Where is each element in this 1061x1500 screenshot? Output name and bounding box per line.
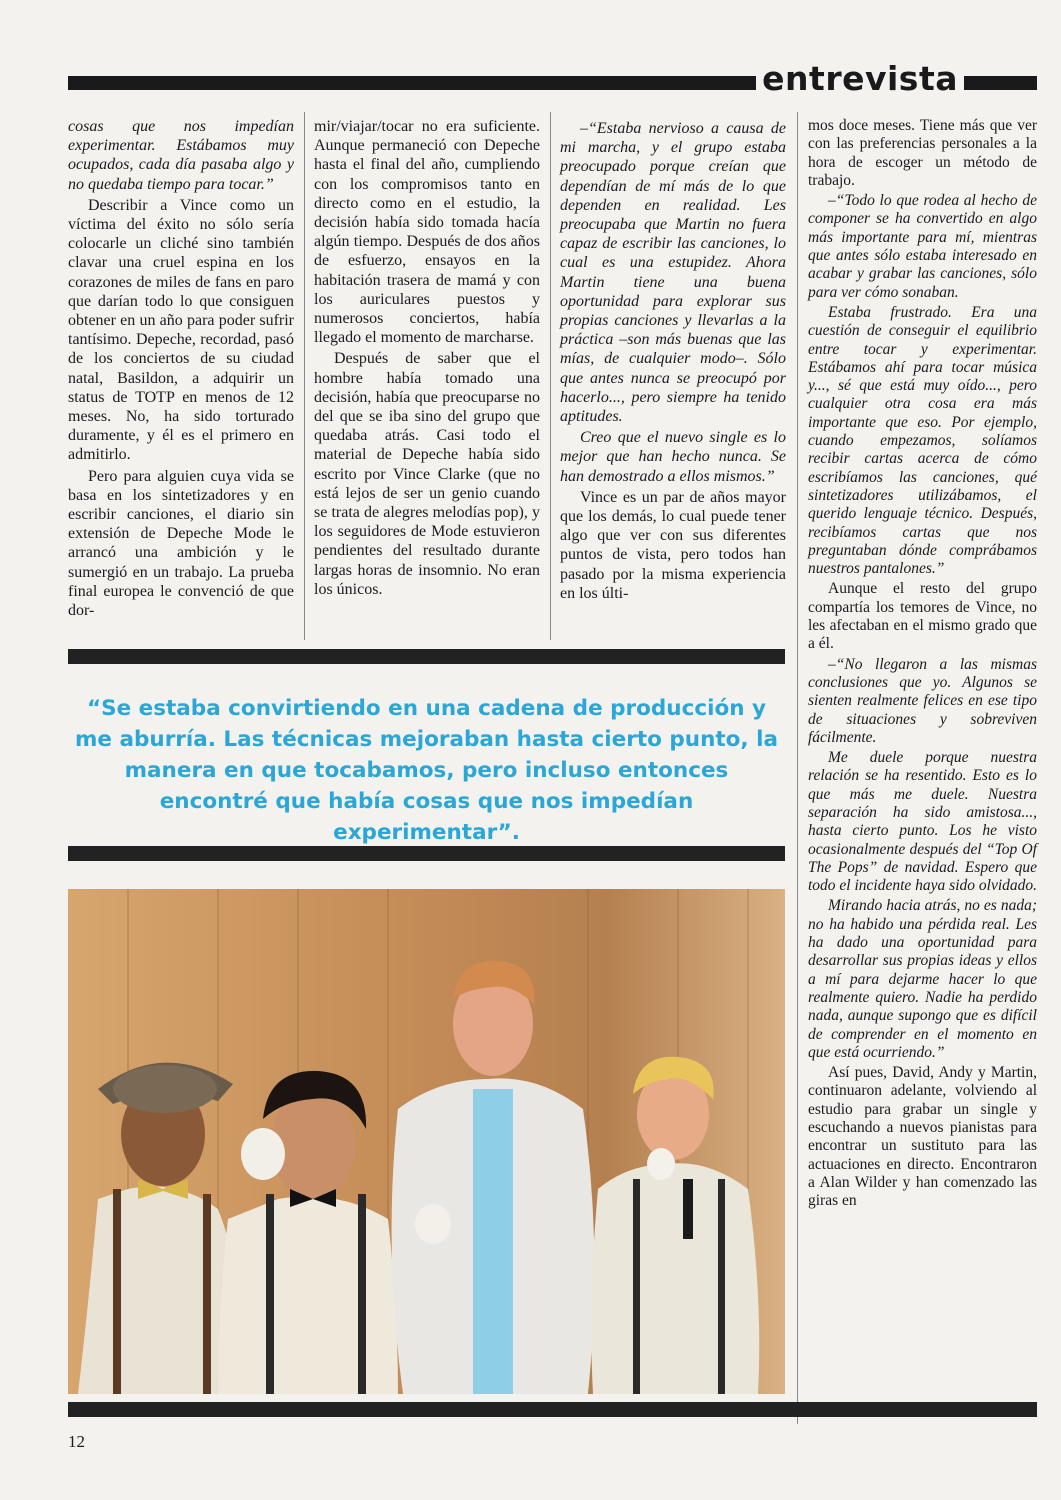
band-photo-illustration (68, 889, 785, 1394)
page-number: 12 (68, 1432, 85, 1451)
paragraph: Aunque el resto del grupo compartía los temores de Vince, no les afectaban en el mismo grado que a él. (808, 580, 1037, 653)
divider-band (68, 649, 785, 664)
paragraph: –“Todo lo que rodea al hecho de componer se ha convertido en algo más importante para mí, mientras que antes sólo estaba interesado en acabar y grabar las canciones, sólo para ver cómo sonaban. (808, 192, 1037, 301)
paragraph: Así pues, David, Andy y Martin, continuaron adelante, volviendo al estudio para grabar un single y escuchando a nuevos pianistas para encontrar un sustituto para las actuaciones en directo. Encontraron a Alan Wilder y han comenzado las giras en (808, 1064, 1037, 1210)
paragraph: –“No llegaron a las mismas conclusiones que yo. Algunos se sienten realmente felices en ese tipo de situaciones y sobreviven fácilmente. (808, 655, 1037, 746)
paragraph: Creo que el nuevo single es lo mejor que han hecho nunca. Se han demostrado a ellos mismos.” (560, 429, 786, 485)
section-label: entrevista (762, 59, 958, 98)
paragraph: mir/viajar/tocar no era suficiente. Aunque permaneció con Depeche hasta el final del año, cumpliendo con los compromisos tanto en directo como en el estudio, la decisión había sido tomada hacía algún tiempo. Después de dos años de esfuerzo, ensayos en la habitación trasera de mamá y con los auriculares puestos y numerosos conciertos, había llegado el momento de marcharse. (314, 118, 540, 347)
header-rule-right (964, 76, 1037, 90)
column-divider (797, 112, 798, 1424)
paragraph: mos doce meses. Tiene más que ver con las preferencias personales a la hora de escoger un método de trabajo. (808, 117, 1037, 189)
pull-quote: “Se estaba convirtiendo en una cadena de producción y me aburría. Las técnicas mejoraban hasta cierto punto, la manera en que tocabamos, pero incluso entonces encontré que había cosas que nos impedían experimentar”. (75, 696, 778, 845)
header-rule-left (68, 76, 756, 90)
column-divider (304, 112, 305, 640)
column-divider (550, 112, 551, 640)
band-photo (68, 889, 785, 1394)
paragraph: cosas que nos impedían experimentar. Estábamos muy ocupados, cada día pasaba algo y no quedaba tiempo para tocar.” (68, 118, 294, 193)
paragraph: Describir a Vince como un víctima del éxito no sólo sería colocarle un cliché sino también clavar una cruel espina en los corazones de miles de fans en paro que darían todo lo que consiguen obtener en un año para poder sufrir tantísimo. Depeche, recordad, pasó de los conciertos de su ciudad natal, Basildon, a adquirir un status de TOTP en menos de 12 meses. No, ha sido torturado duramente, y él es el primero en admitirlo. (68, 196, 294, 464)
divider-band (68, 846, 785, 861)
footer-band (68, 1402, 1037, 1417)
column-4 (808, 117, 1037, 1211)
section-header (68, 59, 1037, 98)
column-1 (68, 117, 294, 620)
column-3 (560, 117, 786, 603)
paragraph: Estaba frustrado. Era una cuestión de conseguir el equilibrio entre tocar y experimentar. Estábamos ahí para tocar música y..., sé que está muy oído..., pero cualquier otra cosa era más importante que eso. Por ejemplo, cuando empezamos, solíamos recibir cartas acerca de cómo escribíamos las canciones, qué sintetizadores utilizábamos, el querido lenguaje técnico. Después, recibíamos cartas que nos preguntaban dónde comprábamos nuestros pantalones.” (808, 303, 1037, 578)
paragraph: Pero para alguien cuya vida se basa en los sintetizadores y en escribir canciones, el diario sin extensión de Depeche Mode le arrancó una ambición y le sumergió en un trabajo. La prueba final europea le convenció de que dor- (68, 467, 294, 620)
paragraph: Después de saber que el hombre había tomado una decisión, había que preocuparse no del que se iba sino del grupo que quedaba atrás. Casi todo el material de Depeche había sido escrito por Vince Clarke (que no está lejos de ser un genio cuando se trata de alegres melodías pop), y los seguidores de Mode estuvieron pendientes del resultado durante largas horas de insomnio. No eran los únicos. (314, 350, 540, 598)
column-2 (314, 117, 540, 599)
paragraph: Me duele porque nuestra relación se ha resentido. Esto es lo que más me duele. Nuestra separación ha sido amistosa..., hasta cierto punto. Los he visto ocasionalmente después del “Top Of The Pops” de navidad. Espero que todo el incidente haya sido olvidado. (808, 749, 1038, 895)
paragraph: Vince es un par de años mayor que los demás, lo cual puede tener algo que ver con sus diferentes puntos de vista, pero todos han pasado por la misma experiencia en los últi- (560, 488, 786, 602)
paragraph: –“Estaba nervioso a causa de mi marcha, y el grupo estaba preocupado porque creían que dependían de mí más de lo que dependen en realidad. Les preocupaba que Martin no fuera capaz de escribir las canciones, lo cual es una estupidez. Ahora Martin tiene una buena oportunidad para explorar sus propias canciones y llevarlas a la práctica –son más buenas que las mías, de cualquier modo–. Sólo que antes nunca se preocupó por hacerlo..., pero siempre ha tenido aptitudes. (560, 120, 786, 426)
paragraph: Mirando hacia atrás, no es nada; no ha habido una pérdida real. Les ha dado una oportunidad para desarrollar sus propias ideas y ellos a mí para dejarme hacer lo que realmente quiero. Nadie ha perdido nada, aunque supongo que es difícil de comprender en el momento en que está ocurriendo.” (808, 897, 1037, 1061)
